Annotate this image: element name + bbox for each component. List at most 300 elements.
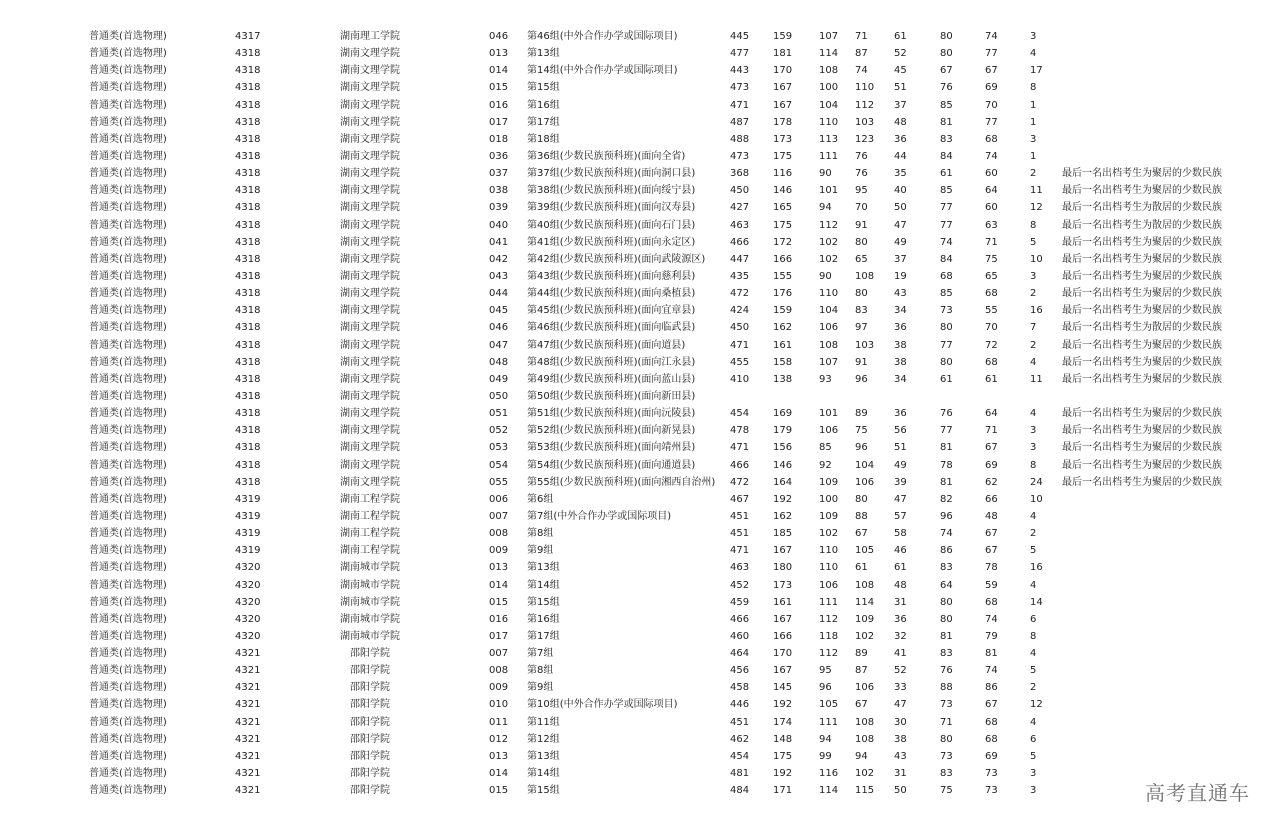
subject-d-cell: 85 [940,185,953,197]
rank-count-cell: 10 [1030,493,1043,505]
subject-c-cell: 36 [894,408,907,420]
chinese-math-cell: 192 [773,768,793,780]
school-name-cell: 湖南文理学院 [340,236,400,248]
total-score-cell: 451 [730,716,750,728]
school-code-cell: 4318 [235,99,261,111]
subject-e-cell: 65 [985,270,998,282]
group-name-cell: 第39组(少数民族预科班)(面向汉寿县) [527,202,696,214]
subject-d-cell: 88 [940,682,953,694]
rank-count-cell: 1 [1030,116,1037,128]
group-code-cell: 048 [489,356,509,368]
group-code-cell: 052 [489,425,509,437]
category-cell: 普通类(首选物理) [89,288,167,300]
table-row [0,354,1280,371]
subject-a-cell: 104 [819,305,839,317]
category-cell: 普通类(首选物理) [89,493,167,505]
subject-d-cell: 73 [940,699,953,711]
subject-c-cell: 49 [894,459,907,471]
chinese-math-cell: 162 [773,322,793,334]
school-code-cell: 4319 [235,528,261,540]
chinese-math-cell: 164 [773,476,793,488]
school-name-cell: 湖南文理学院 [340,168,400,180]
school-name-cell: 湖南城市学院 [340,579,400,591]
subject-d-cell: 85 [940,288,953,300]
subject-b-cell: 123 [855,133,875,145]
chinese-math-cell: 146 [773,459,793,471]
group-name-cell: 第14组(中外合作办学或国际项目) [527,65,678,77]
school-code-cell: 4318 [235,236,261,248]
rank-count-cell: 17 [1030,65,1043,77]
group-code-cell: 011 [489,716,509,728]
total-score-cell: 466 [730,613,750,625]
subject-e-cell: 71 [985,236,998,248]
subject-d-cell: 80 [940,48,953,60]
school-code-cell: 4319 [235,493,261,505]
subject-c-cell: 31 [894,768,907,780]
subject-a-cell: 90 [819,270,832,282]
table-row [0,645,1280,662]
total-score-cell: 473 [730,82,750,94]
school-code-cell: 4318 [235,48,261,60]
school-name-cell: 湖南文理学院 [340,116,400,128]
group-code-cell: 013 [489,750,509,762]
group-code-cell: 008 [489,528,509,540]
chinese-math-cell: 167 [773,99,793,111]
total-score-cell: 471 [730,545,750,557]
school-code-cell: 4321 [235,750,261,762]
total-score-cell: 477 [730,48,750,60]
subject-e-cell: 77 [985,48,998,60]
subject-c-cell: 43 [894,288,907,300]
subject-b-cell: 80 [855,236,868,248]
school-name-cell: 邵阳学院 [350,733,390,745]
remark-cell: 最后一名出档考生为聚居的少数民族 [1062,305,1222,317]
total-score-cell: 456 [730,665,750,677]
subject-a-cell: 85 [819,442,832,454]
school-name-cell: 湖南工程学院 [340,510,400,522]
group-name-cell: 第13组 [527,750,560,762]
school-name-cell: 湖南文理学院 [340,459,400,471]
category-cell: 普通类(首选物理) [89,699,167,711]
subject-d-cell: 73 [940,750,953,762]
group-code-cell: 036 [489,150,509,162]
subject-d-cell: 74 [940,528,953,540]
total-score-cell: 472 [730,288,750,300]
total-score-cell: 446 [730,699,750,711]
group-name-cell: 第53组(少数民族预科班)(面向靖州县) [527,442,696,454]
chinese-math-cell: 148 [773,733,793,745]
subject-e-cell: 68 [985,356,998,368]
group-code-cell: 042 [489,253,509,265]
subject-b-cell: 65 [855,253,868,265]
group-name-cell: 第46组(中外合作办学或国际项目) [527,31,678,42]
rank-count-cell: 4 [1030,356,1037,368]
group-code-cell: 041 [489,236,509,248]
school-name-cell: 湖南文理学院 [340,408,400,420]
subject-a-cell: 112 [819,219,839,231]
school-code-cell: 4321 [235,665,261,677]
subject-d-cell: 76 [940,82,953,94]
group-name-cell: 第15组 [527,82,560,94]
school-code-cell: 4318 [235,476,261,488]
school-name-cell: 湖南文理学院 [340,356,400,368]
group-name-cell: 第14组 [527,579,560,591]
subject-d-cell: 74 [940,236,953,248]
subject-d-cell: 80 [940,733,953,745]
category-cell: 普通类(首选物理) [89,253,167,265]
school-name-cell: 湖南文理学院 [340,65,400,77]
subject-c-cell: 37 [894,253,907,265]
category-cell: 普通类(首选物理) [89,562,167,574]
group-code-cell: 014 [489,768,509,780]
subject-e-cell: 69 [985,459,998,471]
group-name-cell: 第38组(少数民族预科班)(面向绥宁县) [527,185,696,197]
subject-a-cell: 104 [819,99,839,111]
subject-d-cell: 84 [940,253,953,265]
subject-a-cell: 99 [819,750,832,762]
subject-e-cell: 77 [985,116,998,128]
group-code-cell: 054 [489,459,509,471]
table-row [0,337,1280,354]
subject-c-cell: 51 [894,82,907,94]
group-code-cell: 007 [489,648,509,660]
subject-a-cell: 90 [819,168,832,180]
rank-count-cell: 3 [1030,425,1037,437]
subject-d-cell: 81 [940,442,953,454]
group-name-cell: 第10组(中外合作办学或国际项目) [527,699,678,711]
subject-e-cell: 67 [985,442,998,454]
table-row [0,62,1280,79]
remark-cell: 最后一名出档考生为聚居的少数民族 [1062,425,1222,437]
category-cell: 普通类(首选物理) [89,665,167,677]
group-name-cell: 第42组(少数民族预科班)(面向武陵源区) [527,253,706,265]
school-name-cell: 湖南文理学院 [340,442,400,454]
subject-b-cell: 110 [855,82,875,94]
total-score-cell: 452 [730,579,750,591]
school-code-cell: 4321 [235,699,261,711]
total-score-cell: 443 [730,65,750,77]
table-row [0,731,1280,748]
subject-a-cell: 111 [819,150,839,162]
chinese-math-cell: 159 [773,305,793,317]
subject-d-cell: 96 [940,510,953,522]
total-score-cell: 454 [730,408,750,420]
school-code-cell: 4318 [235,322,261,334]
subject-e-cell: 75 [985,253,998,265]
subject-b-cell: 103 [855,116,875,128]
subject-c-cell: 50 [894,785,907,797]
group-name-cell: 第13组 [527,562,560,574]
rank-count-cell: 3 [1030,270,1037,282]
chinese-math-cell: 145 [773,682,793,694]
school-code-cell: 4318 [235,253,261,265]
subject-d-cell: 77 [940,202,953,214]
school-name-cell: 湖南文理学院 [340,390,400,402]
rank-count-cell: 8 [1030,82,1037,94]
group-code-cell: 009 [489,682,509,694]
subject-e-cell: 73 [985,785,998,797]
group-code-cell: 010 [489,699,509,711]
school-name-cell: 湖南文理学院 [340,202,400,214]
remark-cell: 最后一名出档考生为聚居的少数民族 [1062,459,1222,471]
subject-a-cell: 110 [819,545,839,557]
group-code-cell: 016 [489,613,509,625]
subject-c-cell: 36 [894,322,907,334]
category-cell: 普通类(首选物理) [89,356,167,368]
remark-cell: 最后一名出档考生为聚居的少数民族 [1062,168,1222,180]
subject-e-cell: 73 [985,768,998,780]
table-row [0,748,1280,765]
category-cell: 普通类(首选物理) [89,31,167,42]
group-name-cell: 第47组(少数民族预科班)(面向道县) [527,339,686,351]
subject-b-cell: 108 [855,579,875,591]
group-code-cell: 018 [489,133,509,145]
rank-count-cell: 7 [1030,322,1037,334]
group-name-cell: 第6组 [527,493,554,505]
school-code-cell: 4320 [235,562,261,574]
subject-d-cell: 80 [940,31,953,42]
subject-c-cell: 44 [894,150,907,162]
remark-cell: 最后一名出档考生为聚居的少数民族 [1062,356,1222,368]
group-code-cell: 047 [489,339,509,351]
subject-b-cell: 104 [855,459,875,471]
subject-c-cell: 43 [894,750,907,762]
chinese-math-cell: 162 [773,510,793,522]
subject-c-cell: 46 [894,545,907,557]
subject-e-cell: 59 [985,579,998,591]
subject-e-cell: 62 [985,476,998,488]
subject-b-cell: 97 [855,322,868,334]
group-name-cell: 第55组(少数民族预科班)(面向湘西自治州) [527,476,716,488]
table-row [0,79,1280,96]
group-code-cell: 007 [489,510,509,522]
subject-b-cell: 96 [855,373,868,385]
subject-a-cell: 102 [819,253,839,265]
group-name-cell: 第40组(少数民族预科班)(面向石门县) [527,219,696,231]
group-code-cell: 049 [489,373,509,385]
chinese-math-cell: 138 [773,373,793,385]
table-row [0,302,1280,319]
group-name-cell: 第54组(少数民族预科班)(面向通道县) [527,459,696,471]
subject-c-cell: 36 [894,133,907,145]
rank-count-cell: 2 [1030,339,1037,351]
chinese-math-cell: 181 [773,48,793,60]
school-name-cell: 邵阳学院 [350,768,390,780]
table-row [0,371,1280,388]
table-row [0,525,1280,542]
category-cell: 普通类(首选物理) [89,373,167,385]
subject-a-cell: 116 [819,768,839,780]
chinese-math-cell: 185 [773,528,793,540]
total-score-cell: 458 [730,682,750,694]
table-row [0,422,1280,439]
category-cell: 普通类(首选物理) [89,785,167,797]
school-code-cell: 4318 [235,185,261,197]
subject-b-cell: 83 [855,305,868,317]
table-row [0,679,1280,696]
subject-b-cell: 108 [855,733,875,745]
subject-c-cell: 51 [894,442,907,454]
group-name-cell: 第46组(少数民族预科班)(面向临武县) [527,322,696,334]
school-name-cell: 湖南文理学院 [340,185,400,197]
watermark: 高考直通车 [1145,781,1250,805]
chinese-math-cell: 161 [773,339,793,351]
rank-count-cell: 12 [1030,699,1043,711]
subject-a-cell: 108 [819,65,839,77]
subject-b-cell: 95 [855,185,868,197]
subject-c-cell: 35 [894,168,907,180]
chinese-math-cell: 172 [773,236,793,248]
chinese-math-cell: 174 [773,716,793,728]
subject-c-cell: 45 [894,65,907,77]
group-code-cell: 039 [489,202,509,214]
remark-cell: 最后一名出档考生为散居的少数民族 [1062,202,1222,214]
rank-count-cell: 4 [1030,579,1037,591]
subject-e-cell: 60 [985,168,998,180]
school-name-cell: 湖南文理学院 [340,288,400,300]
subject-c-cell: 47 [894,493,907,505]
chinese-math-cell: 167 [773,613,793,625]
table-row [0,234,1280,251]
table-row [0,97,1280,114]
chinese-math-cell: 169 [773,408,793,420]
admission-score-table [0,28,1280,799]
school-name-cell: 邵阳学院 [350,648,390,660]
group-code-cell: 016 [489,99,509,111]
subject-c-cell: 37 [894,99,907,111]
subject-e-cell: 72 [985,339,998,351]
school-name-cell: 湖南文理学院 [340,322,400,334]
school-code-cell: 4319 [235,545,261,557]
total-score-cell: 472 [730,476,750,488]
subject-e-cell: 68 [985,133,998,145]
school-code-cell: 4318 [235,373,261,385]
remark-cell: 最后一名出档考生为散居的少数民族 [1062,219,1222,231]
school-name-cell: 湖南文理学院 [340,425,400,437]
school-code-cell: 4320 [235,596,261,608]
table-row [0,714,1280,731]
subject-a-cell: 112 [819,613,839,625]
subject-b-cell: 67 [855,528,868,540]
subject-e-cell: 68 [985,716,998,728]
table-row [0,439,1280,456]
total-score-cell: 435 [730,270,750,282]
rank-count-cell: 3 [1030,442,1037,454]
remark-cell: 最后一名出档考生为聚居的少数民族 [1062,373,1222,385]
chinese-math-cell: 116 [773,168,793,180]
rank-count-cell: 3 [1030,785,1037,797]
chinese-math-cell: 178 [773,116,793,128]
school-code-cell: 4321 [235,733,261,745]
subject-c-cell: 50 [894,202,907,214]
subject-a-cell: 94 [819,733,832,745]
chinese-math-cell: 175 [773,150,793,162]
subject-c-cell: 31 [894,596,907,608]
table-row [0,474,1280,491]
subject-d-cell: 68 [940,270,953,282]
total-score-cell: 427 [730,202,750,214]
group-code-cell: 009 [489,545,509,557]
group-name-cell: 第9组 [527,682,554,694]
total-score-cell: 464 [730,648,750,660]
chinese-math-cell: 171 [773,785,793,797]
subject-b-cell: 115 [855,785,875,797]
subject-b-cell: 70 [855,202,868,214]
school-code-cell: 4320 [235,579,261,591]
group-name-cell: 第9组 [527,545,554,557]
remark-cell: 最后一名出档考生为聚居的少数民族 [1062,253,1222,265]
subject-c-cell: 56 [894,425,907,437]
school-code-cell: 4319 [235,510,261,522]
subject-e-cell: 69 [985,82,998,94]
group-name-cell: 第11组 [527,716,560,728]
group-code-cell: 051 [489,408,509,420]
total-score-cell: 455 [730,356,750,368]
subject-c-cell: 52 [894,48,907,60]
category-cell: 普通类(首选物理) [89,185,167,197]
subject-c-cell: 30 [894,716,907,728]
subject-d-cell: 61 [940,373,953,385]
school-code-cell: 4318 [235,339,261,351]
chinese-math-cell: 167 [773,82,793,94]
group-name-cell: 第41组(少数民族预科班)(面向永定区) [527,236,696,248]
group-name-cell: 第15组 [527,785,560,797]
rank-count-cell: 3 [1030,768,1037,780]
subject-a-cell: 111 [819,596,839,608]
subject-b-cell: 91 [855,356,868,368]
subject-c-cell: 34 [894,305,907,317]
subject-c-cell: 40 [894,185,907,197]
rank-count-cell: 8 [1030,630,1037,642]
table-row [0,405,1280,422]
school-name-cell: 湖南文理学院 [340,82,400,94]
subject-c-cell: 36 [894,613,907,625]
school-name-cell: 邵阳学院 [350,785,390,797]
category-cell: 普通类(首选物理) [89,750,167,762]
remark-cell: 最后一名出档考生为聚居的少数民族 [1062,288,1222,300]
rank-count-cell: 1 [1030,99,1037,111]
total-score-cell: 463 [730,219,750,231]
subject-a-cell: 109 [819,476,839,488]
group-code-cell: 015 [489,785,509,797]
total-score-cell: 471 [730,99,750,111]
remark-cell: 最后一名出档考生为聚居的少数民族 [1062,185,1222,197]
subject-e-cell: 67 [985,65,998,77]
rank-count-cell: 5 [1030,750,1037,762]
subject-b-cell: 67 [855,699,868,711]
subject-b-cell: 61 [855,562,868,574]
subject-a-cell: 96 [819,682,832,694]
subject-d-cell: 86 [940,545,953,557]
group-code-cell: 037 [489,168,509,180]
subject-b-cell: 74 [855,65,868,77]
group-name-cell: 第7组 [527,648,554,660]
subject-d-cell: 71 [940,716,953,728]
subject-a-cell: 110 [819,116,839,128]
subject-b-cell: 108 [855,716,875,728]
group-code-cell: 053 [489,442,509,454]
chinese-math-cell: 175 [773,750,793,762]
group-name-cell: 第16组 [527,99,560,111]
subject-c-cell: 47 [894,699,907,711]
table-row [0,131,1280,148]
school-name-cell: 湖南文理学院 [340,150,400,162]
category-cell: 普通类(首选物理) [89,48,167,60]
school-name-cell: 湖南工程学院 [340,528,400,540]
table-row [0,765,1280,782]
table-row [0,217,1280,234]
total-score-cell: 454 [730,750,750,762]
